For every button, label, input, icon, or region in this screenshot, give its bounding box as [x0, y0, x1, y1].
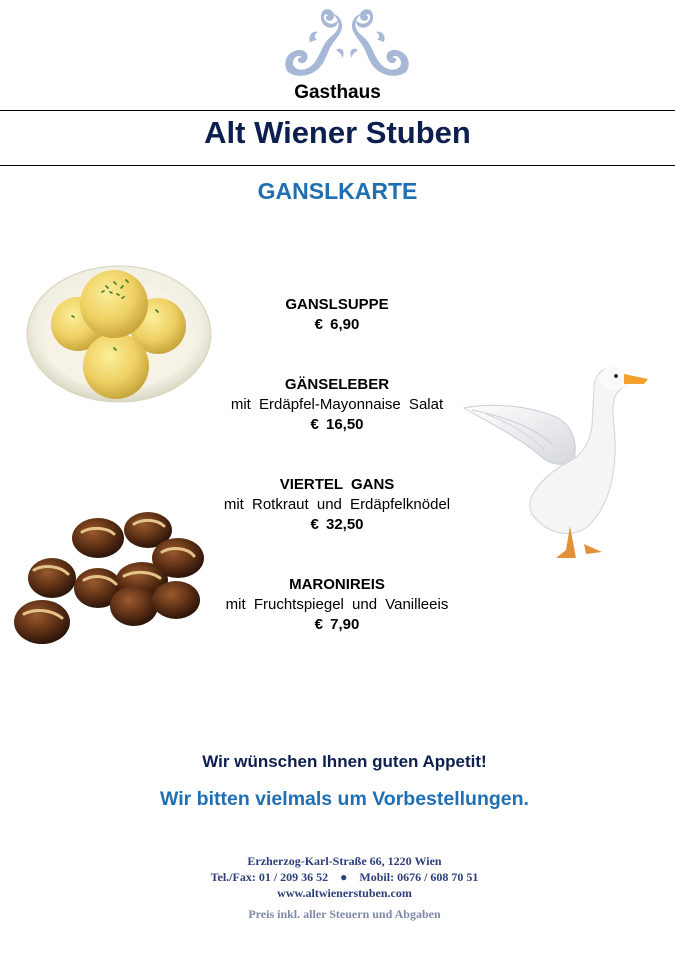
appetit-message: Wir wünschen Ihnen guten Appetit! [202, 752, 487, 771]
menu-item-price: € 32,50 [310, 516, 364, 533]
menu-item-name: GÄNSELEBER [284, 376, 390, 393]
menu-item-description: mit Rotkraut und Erdäpfelknödel [223, 496, 451, 513]
divider-top [0, 110, 675, 111]
menu-item-price: € 7,90 [314, 616, 360, 633]
ornament-icon [280, 6, 414, 78]
menu-item [170, 295, 504, 335]
menu-item [170, 475, 504, 535]
menu-item-price: € 6,90 [314, 316, 360, 333]
menu-item-name: GANSLSUPPE [285, 296, 389, 313]
menu-item-name: VIERTEL GANS [279, 476, 395, 493]
divider-bottom [0, 165, 675, 166]
footer-price-note: Preis inkl. aller Steuern und Abgaben [248, 907, 441, 921]
menu-item [170, 375, 504, 435]
preorder-message: Wir bitten vielmals um Vorbestellungen. [160, 788, 529, 810]
menu-item-description: mit Fruchtspiegel und Vanilleeis [225, 596, 449, 613]
menu-item-name: MARONIREIS [289, 576, 385, 593]
menu-item [170, 575, 504, 635]
footer-address: Erzherzog-Karl-Straße 66, 1220 Wien [247, 854, 442, 868]
page-title: Alt Wiener Stuben [204, 115, 471, 150]
footer-website[interactable]: www.altwienerstuben.com [277, 886, 412, 900]
subtitle: Gasthaus [294, 82, 381, 103]
section-heading: GANSLKARTE [257, 178, 418, 204]
menu-item-price: € 16,50 [310, 416, 364, 433]
menu-item-description: mit Erdäpfel-Mayonnaise Salat [230, 396, 444, 413]
footer-phone: Tel./Fax: 01 / 209 36 52 ● Mobil: 0676 / 608 70 51 [210, 870, 479, 884]
